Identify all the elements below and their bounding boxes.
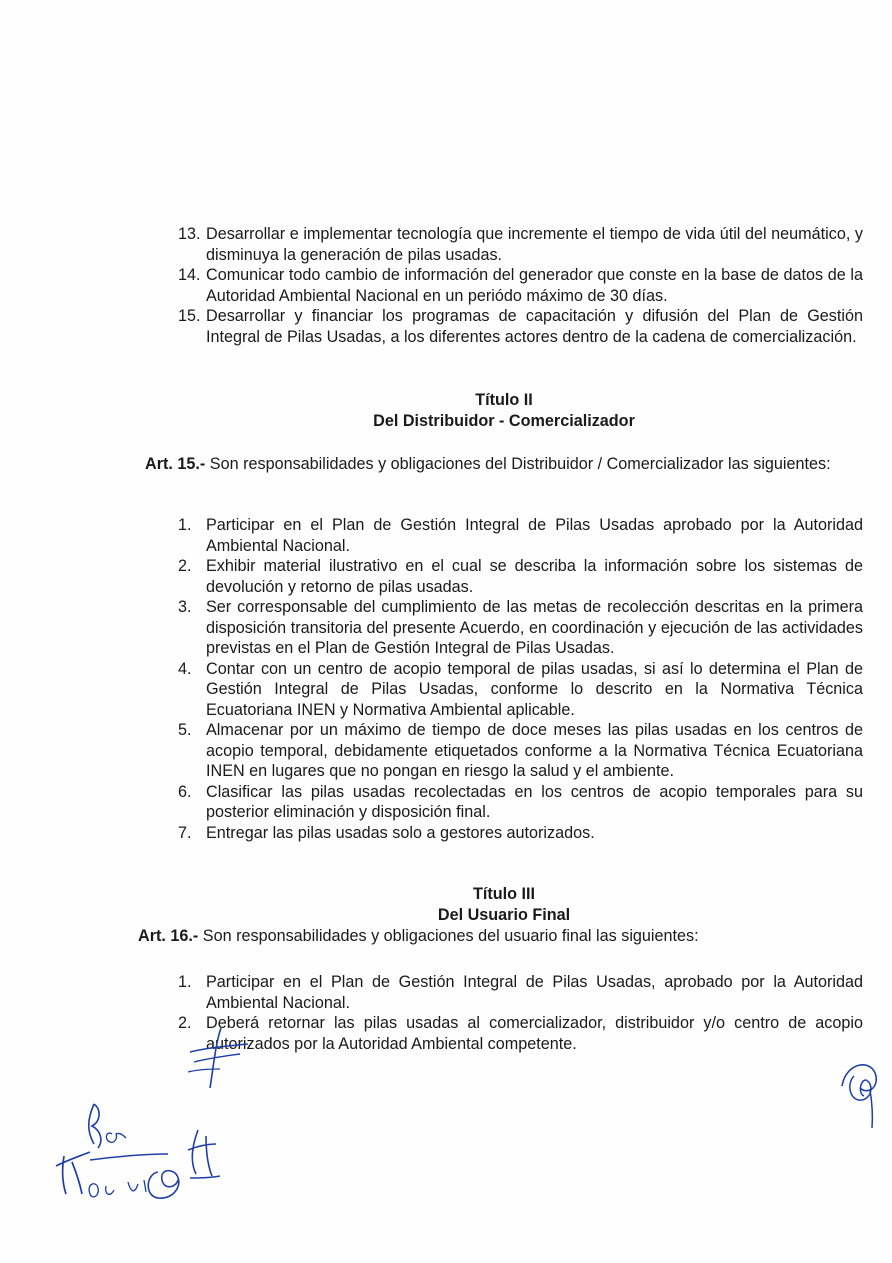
list-item	[178, 1013, 863, 1054]
list-item-number: 1.	[178, 973, 192, 991]
user-obligations-list	[178, 972, 863, 1054]
list-item	[178, 265, 863, 306]
article-text: Son responsabilidades y obligaciones del Distribuidor / Comercializador las siguientes:	[205, 455, 831, 473]
margin-initials-mark	[832, 1050, 882, 1130]
list-item-text: Clasificar las pilas usadas recolectadas en los centros de acopio temporales para su posterior eliminación y disposición final.	[206, 782, 863, 821]
list-item	[178, 720, 863, 782]
margin-initials-drawing	[832, 1050, 882, 1130]
signatures-drawing	[50, 1100, 240, 1210]
article-label: Art. 15.-	[145, 455, 206, 473]
article-label: Art. 16.-	[138, 927, 199, 945]
list-item-number: 3.	[178, 598, 192, 616]
section-title-number: Título II	[475, 391, 533, 409]
list-item-text: Deberá retornar las pilas usadas al comercializador, distribuidor y/o centro de acopio autorizados por la Autoridad Ambiental competente.	[206, 1014, 863, 1053]
list-item	[178, 556, 863, 597]
list-item-text: Almacenar por un máximo de tiempo de doce meses las pilas usadas en los centros de acopio temporal, debidamente etiquetados conforme a la Normativa Técnica Ecuatoriana INEN en lugares que no pongan en riesgo la salud y el ambiente.	[206, 721, 863, 780]
list-item	[178, 597, 863, 659]
list-item-text: Contar con un centro de acopio temporal de pilas usadas, si así lo determina el Plan de Gestión Integral de Pilas Usadas, conforme lo descrito en la Normativa Técnica Ecuatoriana INEN y Normativa Ambiental aplicable.	[206, 659, 863, 719]
list-item-text: Participar en el Plan de Gestión Integral de Pilas Usadas aprobado por la Autoridad Ambiental Nacional.	[206, 516, 863, 555]
list-item-text: Desarrollar e implementar tecnología que incremente el tiempo de vida útil del neumático, y disminuya la generación de pilas usadas.	[206, 225, 863, 264]
list-item	[178, 515, 863, 556]
list-item	[178, 972, 863, 1013]
obligations-list-continued	[178, 224, 863, 347]
section-title-number: Título III	[472, 885, 536, 903]
list-item-text: Entregar las pilas usadas solo a gestores autorizados.	[206, 823, 595, 842]
handwritten-signatures	[50, 1100, 240, 1210]
section-title-2	[145, 390, 863, 431]
list-item-number: 6.	[178, 782, 192, 801]
list-item-text: Desarrollar y financiar los programas de capacitación y difusión del Plan de Gestión Integral de Pilas Usadas, a los diferentes actores dentro de la cadena de comercialización.	[206, 307, 863, 346]
handwritten-strike-mark-drawing	[186, 1022, 276, 1092]
list-item	[178, 782, 863, 823]
list-item-number: 13.	[178, 225, 201, 243]
list-item-number: 7.	[178, 823, 192, 842]
distributor-obligations-list	[178, 515, 863, 843]
list-item-number: 1.	[178, 516, 192, 534]
article-15-intro	[145, 454, 863, 475]
list-item-text: Ser corresponsable del cumplimiento de las metas de recolección descritas en la primera disposición transitoria del presente Acuerdo, en coordinación y ejecución de las actividades previstas en el Plan de Gestión Integral de Pilas Usadas.	[206, 598, 863, 657]
list-item-text: Participar en el Plan de Gestión Integral de Pilas Usadas, aprobado por la Autoridad Ambiental Nacional.	[206, 973, 863, 1012]
article-16-intro	[138, 926, 856, 947]
list-item	[178, 224, 863, 265]
list-item-number: 2.	[178, 1014, 192, 1032]
list-item-number: 15.	[178, 307, 201, 325]
article-text: Son responsabilidades y obligaciones del usuario final las siguientes:	[198, 927, 699, 945]
section-title-3	[145, 884, 863, 925]
list-item-text: Comunicar todo cambio de información del generador que conste en la base de datos de la Autoridad Ambiental Nacional en un periódo máximo de 30 días.	[206, 266, 863, 305]
list-item-number: 5.	[178, 721, 192, 739]
list-item-number: 2.	[178, 557, 192, 575]
list-item	[178, 823, 863, 844]
handwritten-strike-mark	[186, 1022, 276, 1092]
list-item	[178, 306, 863, 347]
list-item-number: 4.	[178, 659, 192, 678]
section-title-name: Del Distribuidor - Comercializador	[373, 411, 635, 430]
section-title-name: Del Usuario Final	[437, 905, 571, 924]
list-item-number: 14.	[178, 266, 201, 284]
list-item-text: Exhibir material ilustrativo en el cual se describa la información sobre los sistemas de devolución y retorno de pilas usadas.	[206, 557, 863, 596]
list-item	[178, 659, 863, 721]
